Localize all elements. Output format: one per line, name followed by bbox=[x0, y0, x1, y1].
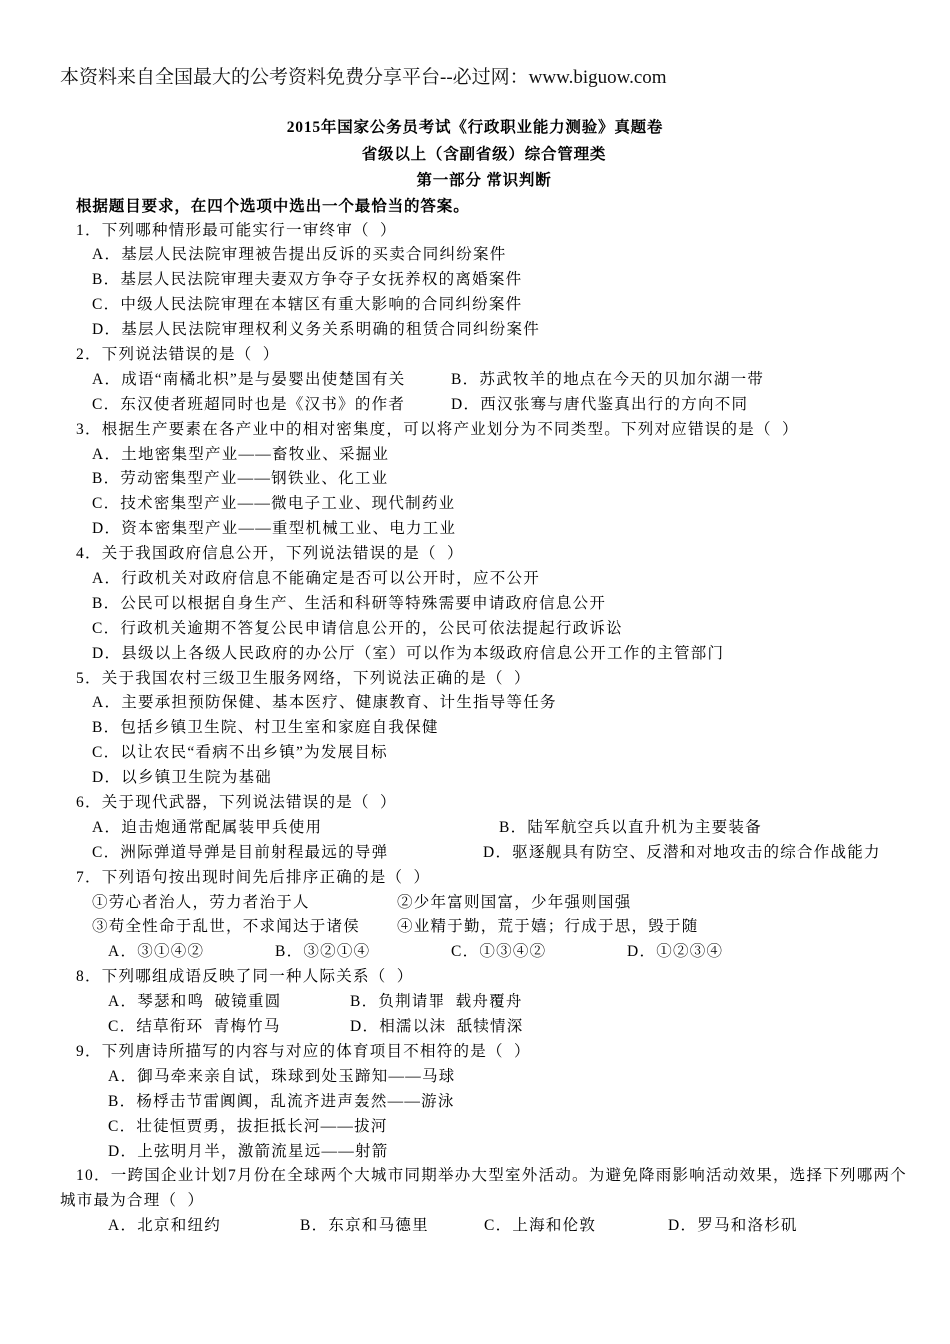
question-2 bbox=[0, 343, 950, 418]
question-10-option-b: B．东京和马德里 bbox=[300, 1217, 429, 1235]
text-line bbox=[0, 667, 950, 692]
section-title: 第一部分 常识判断 bbox=[416, 172, 552, 189]
text-line bbox=[0, 293, 950, 318]
question-2-stem: 2．下列说法错误的是（ ） bbox=[76, 346, 280, 363]
question-6-option-c: C．洲际弹道导弹是目前射程最远的导弹 bbox=[92, 843, 389, 861]
question-6-option-d: D．驱逐舰具有防空、反潜和对地攻击的综合作战能力 bbox=[483, 843, 881, 861]
question-10-option-d: D．罗马和洛杉矶 bbox=[668, 1217, 798, 1235]
option-row bbox=[0, 368, 950, 393]
question-4-option-c: C．行政机关逾期不答复公民申请信息公开的，公民可依法提起行政诉讼 bbox=[92, 619, 623, 637]
question-1-option-a: A．基层人民法院审理被告提出反诉的买卖合同纠纷案件 bbox=[92, 246, 507, 264]
question-8-option-d: D．相濡以沫 舐犊情深 bbox=[350, 1018, 524, 1036]
instruction: 根据题目要求，在四个选项中选出一个最恰当的答案。 bbox=[76, 198, 470, 215]
question-6-option-a: A．迫击炮通常配属装甲兵使用 bbox=[92, 818, 323, 836]
question-7-option-d: D．①②③④ bbox=[627, 943, 724, 961]
question-10-option-a: A．北京和纽约 bbox=[108, 1217, 221, 1235]
question-3-stem: 3．根据生产要素在各产业中的相对密集度，可以将产业划分为不同类型。下列对应错误的是（ ） bbox=[76, 420, 799, 438]
text-line bbox=[0, 219, 950, 244]
question-7-option-c: C．①③④② bbox=[451, 943, 547, 961]
question-7 bbox=[0, 866, 950, 966]
question-2-option-c: C．东汉使者班超同时也是《汉书》的作者 bbox=[92, 395, 406, 413]
text-line bbox=[0, 418, 950, 443]
question-5-option-b: B．包括乡镇卫生院、村卫生室和家庭自我保健 bbox=[92, 719, 439, 737]
question-10 bbox=[0, 1164, 950, 1239]
option-row bbox=[0, 816, 950, 841]
text-line bbox=[0, 965, 950, 990]
text-line bbox=[0, 567, 950, 592]
question-7-option-b: B．③②①④ bbox=[275, 943, 371, 961]
question-10-stem: 10．一跨国企业计划7月份在全球两个大城市同期举办大型室外活动。为避免降雨影响活动效果，选择下列哪两个 bbox=[76, 1167, 908, 1185]
question-9-option-b: B．杨桴击节雷阗阗，乱流齐进声轰然——游泳 bbox=[108, 1092, 455, 1110]
statement-row bbox=[0, 915, 950, 940]
statement-row bbox=[0, 891, 950, 916]
text-line bbox=[0, 691, 950, 716]
question-3-option-c: C．技术密集型产业——微电子工业、现代制药业 bbox=[92, 495, 456, 513]
text-line bbox=[0, 1140, 950, 1165]
option-row bbox=[0, 1214, 950, 1239]
question-2-option-b: B．苏武牧羊的地点在今天的贝加尔湖一带 bbox=[451, 370, 765, 388]
question-7-statement-2: ②少年富则国富，少年强则国强 bbox=[397, 893, 632, 911]
question-10-option-c: C．上海和伦敦 bbox=[484, 1217, 597, 1235]
question-4-stem: 4．关于我国政府信息公开，下列说法错误的是（ ） bbox=[76, 545, 464, 563]
question-6-option-b: B．陆军航空兵以直升机为主要装备 bbox=[499, 818, 762, 836]
question-1 bbox=[0, 219, 950, 343]
text-line bbox=[0, 592, 950, 617]
question-3 bbox=[0, 418, 950, 542]
question-7-option-a: A．③①④② bbox=[108, 943, 205, 961]
text-line bbox=[0, 467, 950, 492]
text-line bbox=[0, 1040, 950, 1065]
question-3-option-b: B．劳动密集型产业——钢铁业、化工业 bbox=[92, 470, 389, 488]
text-line bbox=[0, 343, 950, 368]
text-line bbox=[0, 443, 950, 468]
text-line bbox=[0, 1164, 950, 1189]
option-row bbox=[0, 393, 950, 418]
question-9-option-c: C．壮徒恒贾勇，拔拒抵长河——拔河 bbox=[108, 1117, 388, 1135]
question-4-option-b: B．公民可以根据自身生产、生活和科研等特殊需要申请政府信息公开 bbox=[92, 594, 607, 612]
question-3-option-a: A．土地密集型产业——畜牧业、采掘业 bbox=[92, 445, 390, 463]
question-1-option-c: C．中级人民法院审理在本辖区有重大影响的合同纠纷案件 bbox=[92, 296, 523, 314]
source-note: 本资料来自全国最大的公考资料免费分享平台--必过网：www.biguow.com bbox=[60, 67, 667, 88]
question-9 bbox=[0, 1040, 950, 1164]
text-line bbox=[0, 517, 950, 542]
question-5-option-a: A．主要承担预防保健、基本医疗、健康教育、计生指导等任务 bbox=[92, 694, 557, 712]
exam-title: 2015年国家公务员考试《行政职业能力测验》真题卷 bbox=[286, 119, 664, 136]
question-1-option-b: B．基层人民法院审理夫妻双方争夺子女抚养权的离婚案件 bbox=[92, 271, 523, 289]
question-7-statement-3: ③苟全性命于乱世，不求闻达于诸侯 bbox=[92, 918, 361, 936]
text-line bbox=[0, 1065, 950, 1090]
question-5-stem: 5．关于我国农村三级卫生服务网络，下列说法正确的是（ ） bbox=[76, 669, 531, 687]
text-line bbox=[0, 318, 950, 343]
text-line bbox=[0, 791, 950, 816]
question-9-option-a: A．御马牵来亲自试，珠球到处玉蹄知——马球 bbox=[108, 1067, 456, 1085]
question-list bbox=[0, 219, 950, 1240]
question-8-stem: 8．下列哪组成语反映了同一种人际关系（ ） bbox=[76, 968, 414, 986]
question-7-statement-1: ①劳心者治人，劳力者治于人 bbox=[92, 893, 310, 911]
question-7-statement-4: ④业精于勤，荒于嬉；行成于思，毁于随 bbox=[397, 918, 699, 936]
question-4-option-a: A．行政机关对政府信息不能确定是否可以公开时，应不公开 bbox=[92, 570, 540, 588]
question-8-option-c: C．结草衔环 青梅竹马 bbox=[108, 1018, 281, 1036]
question-8-option-a: A．琴瑟和鸣 破镜重圆 bbox=[108, 993, 282, 1011]
exam-subtitle: 省级以上（含副省级）综合管理类 bbox=[361, 146, 607, 163]
option-row bbox=[0, 940, 950, 965]
text-line bbox=[0, 642, 950, 667]
text-line bbox=[0, 866, 950, 891]
question-5-option-d: D．以乡镇卫生院为基础 bbox=[92, 769, 272, 787]
text-line bbox=[0, 716, 950, 741]
question-2-option-d: D．西汉张骞与唐代鉴真出行的方向不同 bbox=[451, 395, 749, 413]
text-line bbox=[0, 492, 950, 517]
question-7-stem: 7．下列语句按出现时间先后排序正确的是（ ） bbox=[76, 868, 431, 886]
text-line bbox=[0, 1189, 950, 1214]
option-row bbox=[0, 1015, 950, 1040]
question-6 bbox=[0, 791, 950, 866]
option-row bbox=[0, 841, 950, 866]
option-row bbox=[0, 990, 950, 1015]
text-line bbox=[0, 268, 950, 293]
text-line bbox=[0, 617, 950, 642]
question-10-stem-continued: 城市最为合理（ ） bbox=[60, 1192, 205, 1210]
question-9-stem: 9．下列唐诗所描写的内容与对应的体育项目不相符的是（ ） bbox=[76, 1042, 531, 1060]
question-5-option-c: C．以让农民“看病不出乡镇”为发展目标 bbox=[92, 744, 388, 762]
question-5 bbox=[0, 667, 950, 791]
question-9-option-d: D．上弦明月半，激箭流星远——射箭 bbox=[108, 1142, 389, 1160]
question-8-option-b: B．负荆请罪 载舟覆舟 bbox=[350, 993, 523, 1011]
text-line bbox=[0, 741, 950, 766]
question-2-option-a: A．成语“南橘北枳”是与晏婴出使楚国有关 bbox=[92, 370, 406, 388]
text-line bbox=[0, 1115, 950, 1140]
question-4-option-d: D．县级以上各级人民政府的办公厅（室）可以作为本级政府信息公开工作的主管部门 bbox=[92, 644, 725, 662]
question-6-stem: 6．关于现代武器，下列说法错误的是（ ） bbox=[76, 794, 397, 812]
question-1-option-d: D．基层人民法院审理权利义务关系明确的租赁合同纠纷案件 bbox=[92, 321, 540, 339]
text-line bbox=[0, 243, 950, 268]
text-line bbox=[0, 766, 950, 791]
text-line bbox=[0, 1090, 950, 1115]
question-3-option-d: D．资本密集型产业——重型机械工业、电力工业 bbox=[92, 520, 457, 538]
text-line bbox=[0, 542, 950, 567]
question-1-stem: 1．下列哪种情形最可能实行一审终审（ ） bbox=[76, 221, 397, 239]
question-4 bbox=[0, 542, 950, 666]
question-8 bbox=[0, 965, 950, 1040]
